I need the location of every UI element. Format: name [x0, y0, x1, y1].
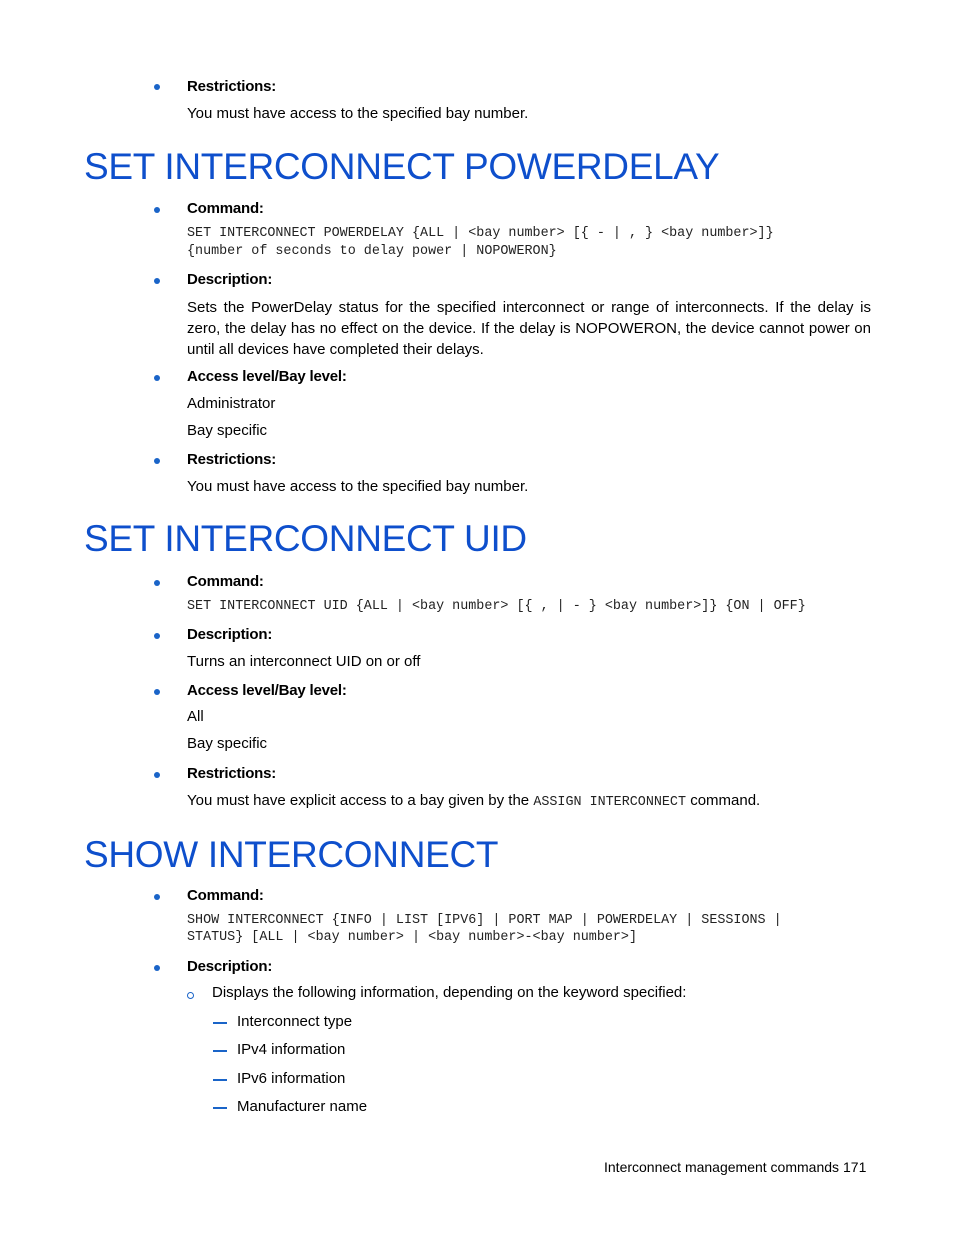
- access-level-value: All: [187, 708, 204, 725]
- bullet-icon: [154, 689, 160, 695]
- bullet-icon: [154, 580, 160, 586]
- list-item: IPv6 information: [237, 1070, 346, 1087]
- bullet-icon: [154, 633, 160, 639]
- description-text: Sets the PowerDelay status for the specified interconnect or range of interconnects. If the delay is zero, the delay has no effect on the device. If the delay is NOPOWERON, the device cannot power on until all devices have completed their delays.: [187, 299, 871, 358]
- command-syntax-line: {number of seconds to delay power | NOPOWERON}: [187, 244, 557, 259]
- command-label: Command:: [187, 573, 264, 590]
- restrictions-label: Restrictions:: [187, 765, 277, 782]
- restrictions-label: Restrictions:: [187, 78, 277, 95]
- access-level-label: Access level/Bay level:: [187, 682, 347, 699]
- dash-bullet-icon: [213, 1050, 227, 1052]
- dash-bullet-icon: [213, 1022, 227, 1024]
- command-syntax-line: SHOW INTERCONNECT {INFO | LIST [IPV6] | PORT MAP | POWERDELAY | SESSIONS |: [187, 913, 782, 928]
- list-item: Manufacturer name: [237, 1098, 368, 1115]
- footer-section-title: Interconnect management commands: [604, 1159, 840, 1175]
- bay-level-value: Bay specific: [187, 422, 268, 439]
- restrictions-text-pre: You must have explicit access to a bay given by the: [187, 792, 530, 809]
- dash-bullet-icon: [213, 1107, 227, 1109]
- command-syntax-line: SET INTERCONNECT UID {ALL | <bay number> [{ , | - } <bay number>]} {ON | OFF}: [187, 599, 806, 614]
- circle-bullet-icon: [187, 992, 194, 999]
- command-syntax-line: STATUS} [ALL | <bay number> | <bay number>-<bay number>]: [187, 930, 637, 945]
- section-heading-uid: SET INTERCONNECT UID: [84, 518, 527, 559]
- list-item: Interconnect type: [237, 1013, 353, 1030]
- access-level-label: Access level/Bay level:: [187, 368, 347, 385]
- command-label: Command:: [187, 887, 264, 904]
- command-label: Command:: [187, 200, 264, 217]
- description-label: Description:: [187, 271, 273, 288]
- access-level-value: Administrator: [187, 395, 276, 412]
- bullet-icon: [154, 207, 160, 213]
- dash-bullet-icon: [213, 1079, 227, 1081]
- bullet-icon: [154, 894, 160, 900]
- restrictions-text: You must have access to the specified bay number.: [187, 478, 529, 495]
- description-label: Description:: [187, 958, 273, 975]
- sub-item-text: Displays the following information, depending on the keyword specified:: [212, 984, 687, 1001]
- page-number: 171: [843, 1159, 867, 1175]
- description-label: Description:: [187, 626, 273, 643]
- restrictions-text: [187, 792, 760, 810]
- restrictions-label: Restrictions:: [187, 451, 277, 468]
- section-heading-powerdelay: SET INTERCONNECT POWERDELAY: [84, 146, 720, 187]
- bay-level-value: Bay specific: [187, 735, 268, 752]
- bullet-icon: [154, 278, 160, 284]
- section-heading-show: SHOW INTERCONNECT: [84, 834, 499, 875]
- bullet-icon: [154, 84, 160, 90]
- description-text: Turns an interconnect UID on or off: [187, 653, 421, 670]
- bullet-icon: [154, 965, 160, 971]
- bullet-icon: [154, 375, 160, 381]
- restrictions-text: You must have access to the specified bay number.: [187, 105, 529, 122]
- command-syntax-line: SET INTERCONNECT POWERDELAY {ALL | <bay number> [{ - | , } <bay number>]}: [187, 226, 774, 241]
- bullet-icon: [154, 772, 160, 778]
- list-item: IPv4 information: [237, 1041, 346, 1058]
- bullet-icon: [154, 458, 160, 464]
- inline-command-code: ASSIGN INTERCONNECT: [533, 795, 687, 810]
- restrictions-text-post: command.: [690, 792, 761, 809]
